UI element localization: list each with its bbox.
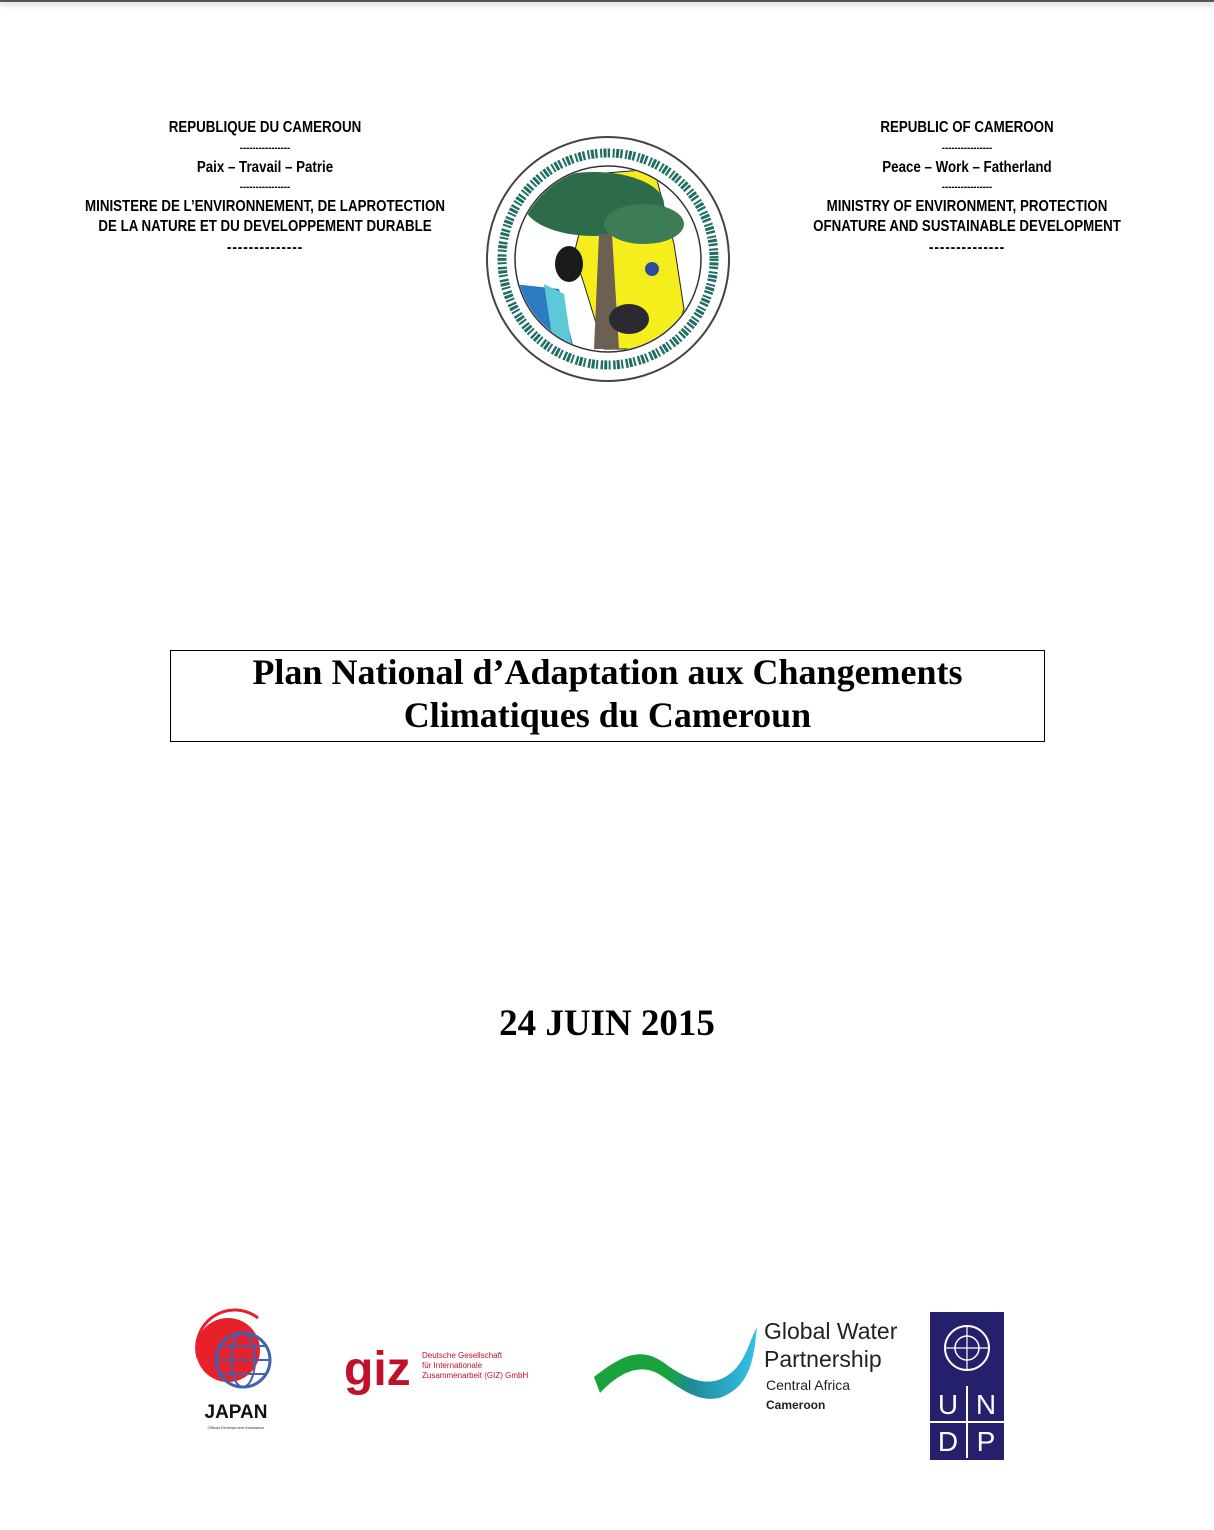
gwp-line4: Cameroon [766,1398,826,1412]
gwp-line2: Partnership [764,1346,882,1372]
undp-logo [930,1312,1004,1460]
giz-logo [342,1340,552,1400]
page-top-edge [0,0,1214,2]
undp-letter-n: N [975,1389,997,1420]
country-name-en: REPUBLIC OF CAMEROON [880,119,1054,136]
undp-letter-u: U [937,1389,959,1420]
gwp-logo [592,1315,922,1415]
title-line1: Plan National d’Adaptation aux Changements [252,652,963,692]
undp-letter-p: P [976,1426,996,1457]
document-title-box [170,650,1045,742]
gwp-line3: Central Africa [766,1377,851,1393]
giz-line1: Deutsche Gesellschaft [422,1351,503,1360]
separator: -------------- [226,239,304,256]
header-english [752,118,1182,260]
ministry-en-line1: MINISTRY OF ENVIRONMENT, PROTECTION [826,198,1108,215]
ministry-en-line2: OFNATURE AND SUSTAINABLE DEVELOPMENT [813,217,1121,235]
separator: -------------- [928,239,1006,256]
document-date: 24 JUIN 2015 [499,1003,715,1044]
separator: ---------------- [941,141,993,154]
undp-letter-d: D [937,1426,959,1457]
ministry-fr-line1: MINISTERE DE L’ENVIRONNEMENT, DE LAPROTECTION [85,198,445,215]
separator: ---------------- [941,181,993,193]
japan-oda-logo [188,1308,288,1433]
header-french [50,118,480,260]
gwp-line1: Global Water [764,1318,898,1344]
title-line2: Climatiques du Cameroun [403,695,812,735]
motto-fr: Paix – Travail – Patrie [196,158,334,176]
separator: ---------------- [239,181,291,193]
ministry-seal-logo [484,134,732,384]
motto-en: Peace – Work – Fatherland [882,158,1052,176]
giz-line3: Zusammenarbeit (GIZ) GmbH [422,1371,529,1380]
country-name-fr: REPUBLIQUE DU CAMEROUN [168,119,362,136]
ministry-fr-line2: DE LA NATURE ET DU DEVELOPPEMENT DURABLE [98,217,432,235]
japan-logo-subtext: Official Development Assistance [207,1425,265,1430]
japan-logo-text: JAPAN [204,1402,268,1423]
separator: ---------------- [239,141,291,154]
giz-wordmark: giz [344,1343,411,1396]
giz-line2: für Internationale [422,1361,483,1370]
